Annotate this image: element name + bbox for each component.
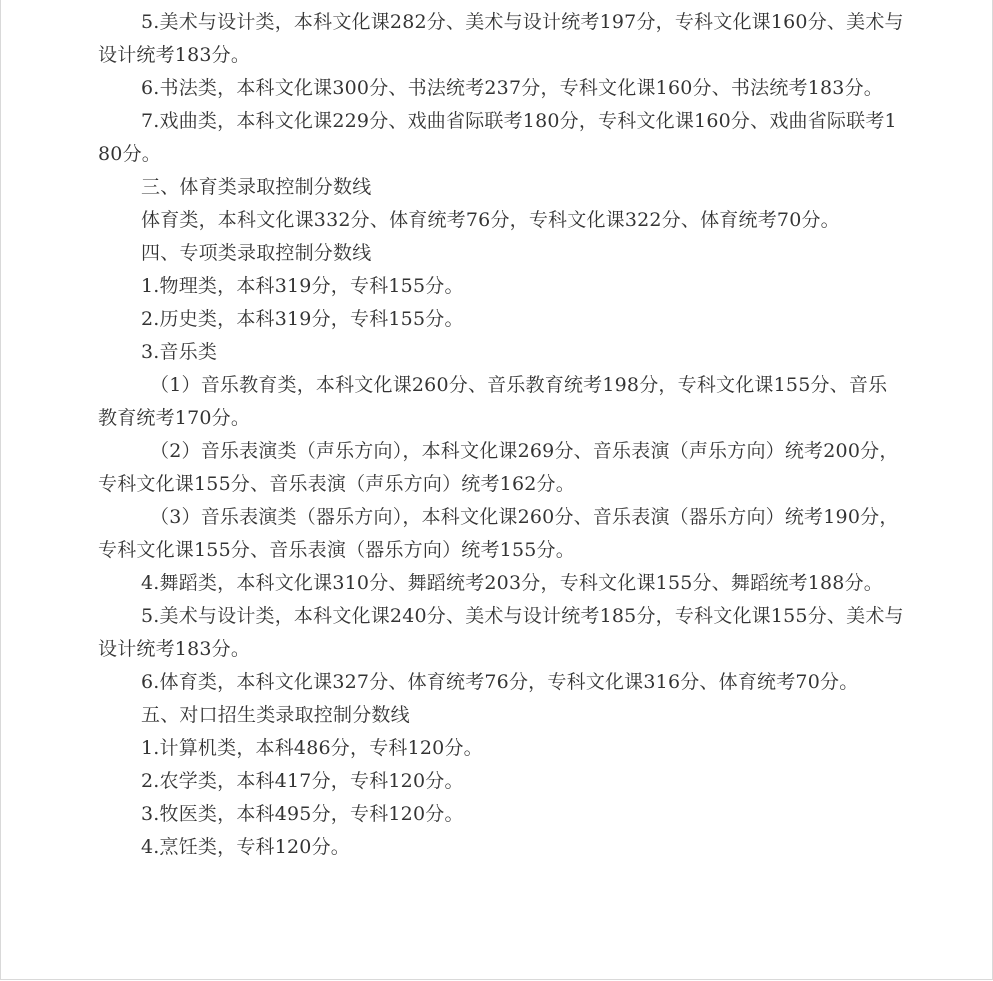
paragraph-calligraphy: 6.书法类，本科文化课300分、书法统考237分，专科文化课160分、书法统考183分。 <box>141 77 883 99</box>
paragraph-sports-special: 6.体育类，本科文化课327分、体育统考76分，专科文化课316分、体育统考70分。 <box>141 671 859 693</box>
paragraph-music-vocal: （2）音乐表演类（声乐方向），本科文化课269分、音乐表演（声乐方向）统考200分，专科文化课155分、音乐表演（声乐方向）统考162分。 <box>98 440 899 495</box>
article-body <box>98 6 904 864</box>
paragraph-culinary: 4.烹饪类，专科120分。 <box>141 836 350 858</box>
section-heading-vocational: 五、对口招生类录取控制分数线 <box>141 704 410 726</box>
paragraph-music: 3.音乐类 <box>141 341 218 363</box>
paragraph-music-education: （1）音乐教育类，本科文化课260分、音乐教育统考198分，专科文化课155分、音乐教育统考170分。 <box>98 374 888 429</box>
paragraph-dance: 4.舞蹈类，本科文化课310分、舞蹈统考203分，专科文化课155分、舞蹈统考188分。 <box>141 572 883 594</box>
paragraph-veterinary: 3.牧医类，本科495分，专科120分。 <box>141 803 464 825</box>
section-heading-special: 四、专项类录取控制分数线 <box>141 242 372 264</box>
paragraph-history: 2.历史类，本科319分，专科155分。 <box>141 308 464 330</box>
paragraph-sports: 体育类，本科文化课332分、体育统考76分，专科文化课322分、体育统考70分。 <box>141 209 840 231</box>
paragraph-art-design: 5.美术与设计类，本科文化课282分、美术与设计统考197分，专科文化课160分、美术与设计统考183分。 <box>98 11 904 66</box>
paragraph-computer: 1.计算机类，本科486分，专科120分。 <box>141 737 483 759</box>
section-heading-sports: 三、体育类录取控制分数线 <box>141 176 372 198</box>
paragraph-music-instrumental: （3）音乐表演类（器乐方向），本科文化课260分、音乐表演（器乐方向）统考190分，专科文化课155分、音乐表演（器乐方向）统考155分。 <box>98 506 899 561</box>
paragraph-physics: 1.物理类，本科319分，专科155分。 <box>141 275 464 297</box>
paragraph-art-design-special: 5.美术与设计类，本科文化课240分、美术与设计统考185分，专科文化课155分、美术与设计统考183分。 <box>98 605 904 660</box>
paragraph-opera: 7.戏曲类，本科文化课229分、戏曲省际联考180分，专科文化课160分、戏曲省际联考180分。 <box>98 110 897 165</box>
paragraph-agriculture: 2.农学类，本科417分，专科120分。 <box>141 770 464 792</box>
